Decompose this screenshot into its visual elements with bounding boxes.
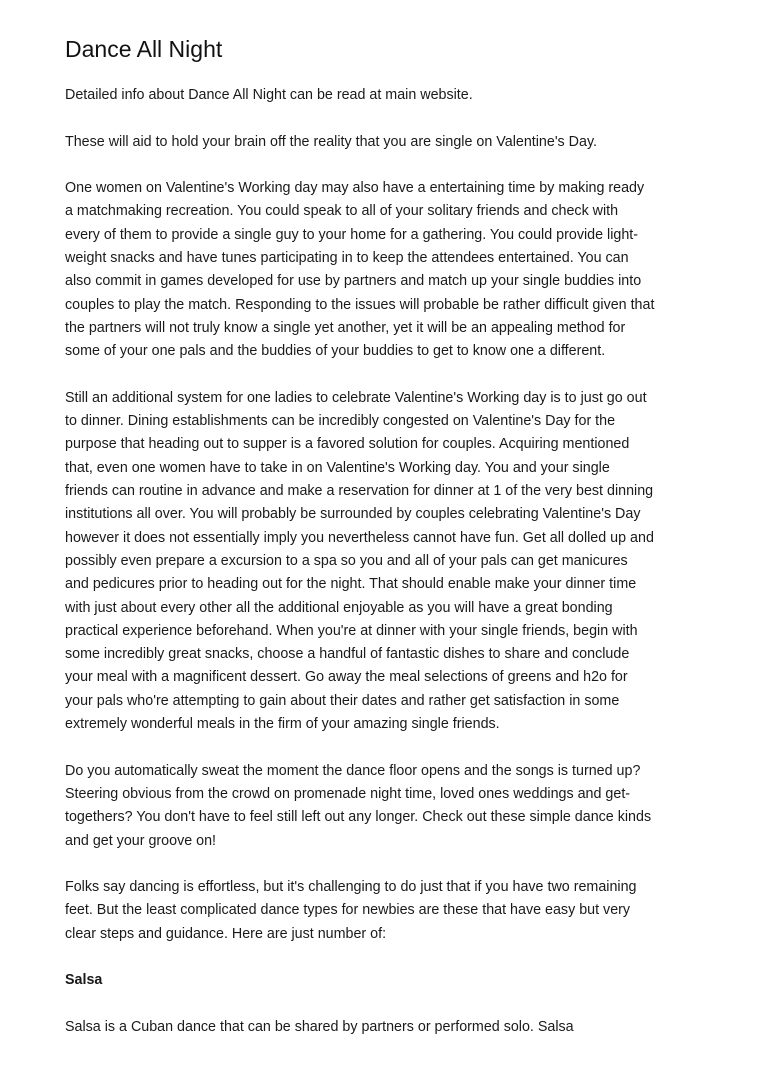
document-body: [65, 84, 713, 1039]
text-line: your pals who're attempting to gain about their dates and rather get satisfaction in some: [65, 692, 620, 709]
text-line: purpose that heading out to supper is a favored solution for couples. Acquiring mentioned: [65, 436, 630, 453]
salsa-heading: Salsa: [65, 972, 103, 989]
salsa-paragraph: [65, 1016, 713, 1039]
text-line: institutions all over. You will probably be surrounded by couples celebrating Valentine's Day: [65, 506, 641, 523]
text-line: with just about every other all the additional enjoyable as you will have a great bonding: [65, 599, 613, 616]
text-line: and get your groove on!: [65, 832, 217, 849]
valentines-paragraph: [65, 131, 713, 154]
sweat-paragraph: [65, 760, 713, 853]
text-line: togethers? You don't have to feel still left out any longer. Check out these simple dance kinds: [65, 809, 652, 826]
text-line: to dinner. Dining establishments can be incredibly congested on Valentine's Day for the: [65, 413, 616, 430]
text-line: weight snacks and have tunes participating in to keep the attendees entertained. You can: [65, 250, 629, 267]
dinner-paragraph: [65, 387, 713, 736]
text-line: also commit in games developed for use by partners and match up your single buddies into: [65, 273, 642, 290]
text-line: extremely wonderful meals in the firm of your amazing single friends.: [65, 716, 500, 733]
text-line: Folks say dancing is effortless, but it's challenging to do just that if you have two remaining: [65, 879, 637, 896]
text-line: Detailed info about Dance All Night can be read at main website.: [65, 87, 473, 103]
text-line: These will aid to hold your brain off the reality that you are single on Valentine's Day.: [65, 133, 598, 150]
text-line: friends can routine in advance and make a reservation for dinner at 1 of the very best dinning: [65, 483, 654, 500]
text-line: some of your one pals and the buddies of your buddies to get to know one a different.: [65, 343, 606, 360]
text-line: possibly even prepare a excursion to a spa so you and all of your pals can get manicures: [65, 552, 628, 569]
page-title: Dance All Night: [65, 36, 223, 62]
text-line: practical experience beforehand. When you're at dinner with your single friends, begin with: [65, 622, 638, 639]
document-page: [65, 34, 713, 1062]
text-line: your meal with a magnificent dessert. Go away the meal selections of greens and h2o for: [65, 669, 628, 686]
text-line: Do you automatically sweat the moment the dance floor opens and the songs is turned up?: [65, 762, 641, 779]
matchmaking-paragraph: [65, 177, 713, 363]
text-line: every of them to provide a single guy to your home for a gathering. You could provide light-: [65, 226, 639, 243]
text-line: and pedicures prior to heading out for the night. That should enable make your dinner time: [65, 576, 637, 593]
text-line: the partners will not truly know a single yet another, yet it will be an appealing method for: [65, 319, 626, 336]
text-line: Steering obvious from the crowd on promenade night time, loved ones weddings and get-: [65, 785, 631, 802]
intro-paragraph: [65, 84, 713, 107]
text-line: feet. But the least complicated dance types for newbies are these that have easy but very: [65, 902, 631, 919]
text-line: some incredibly great snacks, choose a handful of fantastic dishes to share and conclude: [65, 646, 630, 663]
text-line: Still an additional system for one ladies to celebrate Valentine's Working day is to just go out: [65, 389, 647, 406]
text-line: One women on Valentine's Working day may also have a entertaining time by making ready: [65, 180, 645, 197]
text-line: clear steps and guidance. Here are just number of:: [65, 925, 387, 942]
text-line: a matchmaking recreation. You could speak to all of your solitary friends and check with: [65, 203, 619, 220]
text-line: Salsa is a Cuban dance that can be shared by partners or performed solo. Salsa: [65, 1018, 574, 1035]
text-line: couples to play the match. Responding to the issues will probable be rather difficult given that: [65, 296, 655, 313]
text-line: however it does not essentially imply you nevertheless cannot have fun. Get all dolled up and: [65, 529, 654, 546]
text-line: that, even one women have to take in on Valentine's Working day. You and your single: [65, 459, 610, 476]
dancing-effortless-paragraph: [65, 876, 713, 946]
